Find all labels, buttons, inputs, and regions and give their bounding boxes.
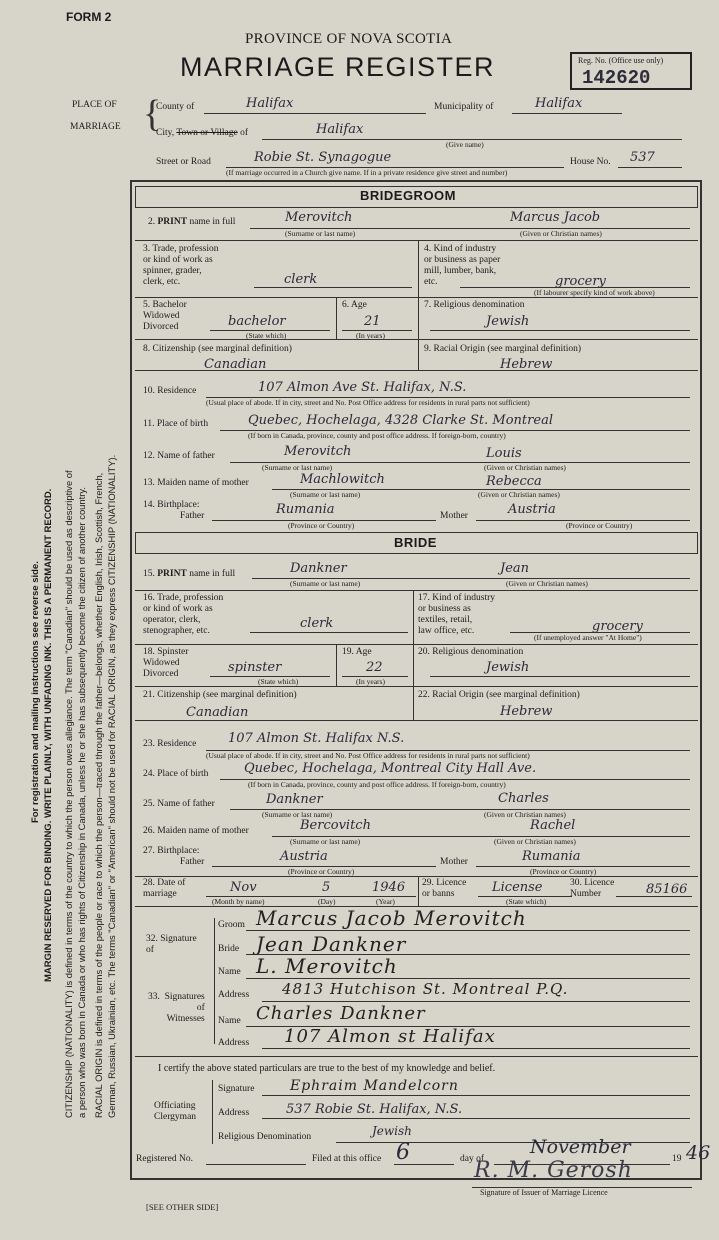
bride-racial-value: Hebrew <box>500 704 553 719</box>
w2-name-label: Name <box>218 1016 241 1026</box>
witness1-address: 4813 Hutchison St. Montreal P.Q. <box>282 980 569 998</box>
place-label-1: PLACE OF <box>72 100 117 110</box>
issuer-signature: R. M. Gerosh <box>474 1158 633 1183</box>
bride-mother-surname: Bercovitch <box>300 818 371 833</box>
bride-trade-value: clerk <box>300 616 334 631</box>
groom-religion-label: 7. Religious denomination <box>424 300 525 310</box>
filed-label: Filed at this office <box>312 1154 382 1164</box>
w1-address-label: Address <box>218 990 250 1000</box>
street-value: Robie St. Synagogue <box>254 150 392 165</box>
groom-section-title: BRIDEGROOM <box>360 188 456 203</box>
bride-citizenship-value: Canadian <box>186 705 249 720</box>
filed-month: November <box>530 1136 631 1158</box>
signature-of-label: 32. Signature of <box>146 934 197 955</box>
marriage-month-caption: (Month by name) <box>212 897 265 906</box>
margin-instructions: For registration and mailing instructions see reverse side. <box>30 561 41 823</box>
county-value: Halifax <box>246 96 294 111</box>
groom-status-label: 5. Bachelor Widowed Divorced <box>143 300 187 332</box>
bride-bp-father-value: Austria <box>280 849 328 864</box>
licence-caption: (State which) <box>506 897 547 906</box>
marriage-year: 1946 <box>372 880 406 895</box>
groom-birthplace-value: Quebec, Hochelaga, 4328 Clarke St. Montreal <box>248 413 553 428</box>
groom-age-label: 6. Age <box>342 300 367 310</box>
bride-industry-label: 17. Kind of industry or business as textiles, retail, law office, etc. <box>418 593 496 636</box>
groom-mother-given: Rebecca <box>486 474 542 489</box>
officiating-label: Officiating Clergyman <box>154 1101 197 1122</box>
marriage-day-caption: (Day) <box>318 897 336 906</box>
groom-mother-given-caption: (Given or Christian names) <box>478 490 560 499</box>
form-number: FORM 2 <box>66 10 112 24</box>
bride-father-label: 25. Name of father <box>143 799 215 809</box>
bride-father-given-caption: (Given or Christian names) <box>484 810 566 819</box>
day-of-label: day of <box>460 1154 485 1164</box>
groom-name-label: 2. PRINT name in full <box>148 217 236 227</box>
marriage-day: 5 <box>322 880 331 895</box>
groom-religion-value: Jewish <box>486 314 530 329</box>
house-no-value: 537 <box>630 150 655 165</box>
bride-industry-value: grocery <box>592 619 643 634</box>
clergy-address-label: Address <box>218 1108 250 1118</box>
groom-citizenship-label: 8. Citizenship (see marginal definition) <box>143 344 292 354</box>
groom-industry-label: 4. Kind of industry or business as paper mill, lumber, bank, etc. <box>424 244 501 287</box>
bride-surname: Dankner <box>290 561 347 576</box>
bride-racial-label: 22. Racial Origin (see marginal definition) <box>418 690 580 700</box>
bride-section-title: BRIDE <box>394 535 437 550</box>
witness2-address: 107 Almon st Halifax <box>284 1026 496 1047</box>
bride-mother-given: Rachel <box>530 818 576 833</box>
groom-given-caption: (Given or Christian names) <box>520 229 602 238</box>
groom-residence-caption: (Usual place of abode. If in city, street and No. Post Office address for residents in rural parts not sufficient) <box>206 398 530 407</box>
bride-birthplace-caption: (If born in Canada, province, county and post office address. If foreign-born, country) <box>248 780 506 789</box>
groom-given: Marcus Jacob <box>510 210 601 225</box>
bride-signature: Jean Dankner <box>256 932 407 956</box>
groom-residence-value: 107 Almon Ave St. Halifax, N.S. <box>258 380 467 395</box>
bride-mother-given-caption: (Given or Christian names) <box>494 837 576 846</box>
issuer-caption: Signature of Issuer of Marriage Licence <box>480 1188 608 1197</box>
marriage-date-label: 28. Date of marriage <box>143 878 186 899</box>
filed-day: 6 <box>396 1140 410 1165</box>
groom-surname: Merovitch <box>285 210 353 225</box>
groom-father-given-caption: (Given or Christian names) <box>484 463 566 472</box>
bride-father-surname-caption: (Surname or last name) <box>262 810 333 819</box>
groom-racial-label: 9. Racial Origin (see marginal definition) <box>424 344 582 354</box>
groom-father-surname-caption: (Surname or last name) <box>262 463 333 472</box>
groom-racial-value: Hebrew <box>500 357 553 372</box>
w2-address-label: Address <box>218 1038 250 1048</box>
bride-religion-label: 20. Religious denomination <box>418 647 524 657</box>
groom-trade-value: clerk <box>284 272 318 287</box>
margin-binding: MARGIN RESERVED FOR BINDING. WRITE PLAINLY, WITH UNFADING INK. THIS IS A PERMANENT RECORD. <box>43 488 54 982</box>
bride-residence-label: 23. Residence <box>143 739 197 749</box>
groom-father-label: 12. Name of father <box>143 451 215 461</box>
bride-bp-father-caption: (Province or Country) <box>288 867 355 876</box>
bride-mother-label: 26. Maiden name of mother <box>143 826 249 836</box>
reg-no-value: 142620 <box>582 67 651 89</box>
house-no-label: House No. <box>570 157 611 167</box>
bride-surname-caption: (Surname or last name) <box>290 579 361 588</box>
bride-father-surname: Dankner <box>266 792 323 807</box>
groom-signature: Marcus Jacob Merovitch <box>256 906 527 930</box>
groom-age-caption: (In years) <box>356 331 385 340</box>
bride-father-given: Charles <box>498 791 549 806</box>
registered-no-label: Registered No. <box>136 1154 193 1164</box>
groom-surname-caption: (Surname or last name) <box>285 229 356 238</box>
year-prefix: 19 <box>672 1154 682 1164</box>
margin-citizenship-a: CITIZENSHIP (NATIONALITY) is defined in terms of the country to which the person owes allegiance. The term "Canadian" should be used as descriptive of <box>63 470 74 1118</box>
licence-label: 29. Licence or banns <box>422 878 467 899</box>
city-label: City, Town or Village of <box>156 128 249 138</box>
bride-age-caption: (In years) <box>356 677 385 686</box>
bride-citizenship-label: 21. Citizenship (see marginal definition) <box>143 690 297 700</box>
municipality-value: Halifax <box>535 96 583 111</box>
groom-father-given: Louis <box>486 446 522 461</box>
margin-racial-b: German, Russian, Ukrainian, etc. The terms "Canadian" or "American" should not be used for RACIAL ORIGIN, as they express CITIZENSHIP (NATIONALITY). <box>106 454 117 1118</box>
bride-bp-mother-label: Mother <box>440 857 468 867</box>
reg-no-box <box>570 52 692 90</box>
groom-birthplace-label: 11. Place of birth <box>143 419 209 429</box>
groom-citizenship-value: Canadian <box>204 357 267 372</box>
county-label: County of <box>156 102 195 112</box>
groom-bp-mother-caption: (Province or Country) <box>566 521 633 530</box>
place-label-2: MARRIAGE <box>70 122 121 132</box>
clergy-religion-value: Jewish <box>372 1124 412 1138</box>
city-value: Halifax <box>316 122 364 137</box>
groom-trade-label: 3. Trade, profession or kind of work as spinner, grader, clerk, etc. <box>143 244 219 287</box>
groom-bp-mother-label: Mother <box>440 511 468 521</box>
province-heading: PROVINCE OF NOVA SCOTIA <box>245 31 453 47</box>
bride-age-value: 22 <box>366 660 383 675</box>
witness2-signature: Charles Dankner <box>256 1003 426 1024</box>
clergy-address-value: 537 Robie St. Halifax, N.S. <box>286 1102 463 1117</box>
bride-sig-label: Bride <box>218 944 240 954</box>
clergy-religion-label: Religious Denomination <box>218 1132 312 1142</box>
groom-sig-label: Groom <box>218 920 245 930</box>
municipality-label: Municipality of <box>434 102 494 112</box>
groom-mother-surname-caption: (Surname or last name) <box>290 490 361 499</box>
bride-trade-label: 16. Trade, profession or kind of work as operator, clerk, stenographer, etc. <box>143 593 224 636</box>
groom-mother-label: 13. Maiden name of mother <box>143 478 249 488</box>
give-name-caption: (Give name) <box>446 140 484 149</box>
groom-father-surname: Merovitch <box>284 444 352 459</box>
bride-status-label: 18. Spinster Widowed Divorced <box>143 647 189 679</box>
groom-residence-label: 10. Residence <box>143 386 197 396</box>
w1-name-label: Name <box>218 967 241 977</box>
bride-bp-mother-caption: (Province or Country) <box>530 867 597 876</box>
bride-bp-father-label: Father <box>180 857 205 867</box>
street-caption: (If marriage occurred in a Church give name. If in a private residence give street and number) <box>226 168 508 177</box>
clergy-signature-label: Signature <box>218 1084 255 1094</box>
see-other-side: [SEE OTHER SIDE] <box>146 1202 219 1212</box>
licence-value: License <box>492 880 543 895</box>
street-label: Street or Road <box>156 157 211 167</box>
certify-text: I certify the above stated particulars are true to the best of my knowledge and belief. <box>158 1063 496 1074</box>
reg-no-label: Reg. No. (Office use only) <box>578 56 664 65</box>
witness1-signature: L. Merovitch <box>256 954 398 978</box>
groom-birthplace-parents-label: 14. Birthplace: <box>143 500 200 510</box>
groom-bp-mother-value: Austria <box>508 502 556 517</box>
bride-name-label: 15. PRINT name in full <box>143 569 236 579</box>
groom-bp-father-value: Rumania <box>276 502 335 517</box>
groom-birthplace-caption: (If born in Canada, province, county and post office address. If foreign-born, country) <box>248 431 506 440</box>
margin-racial-a: RACIAL ORIGIN is defined in terms of the people or race to which the person—traced through the father—belongs, whether English, Irish, Scottish, French, <box>93 472 104 1118</box>
bride-birthplace-parents-label: 27. Birthplace: <box>143 846 200 856</box>
page-title: MARRIAGE REGISTER <box>180 52 496 82</box>
bride-mother-surname-caption: (Surname or last name) <box>290 837 361 846</box>
bride-residence-value: 107 Almon St. Halifax N.S. <box>228 731 405 746</box>
licence-number-label: 30. Licence Number <box>570 878 615 899</box>
bride-birthplace-label: 24. Place of birth <box>143 769 209 779</box>
bride-residence-caption: (Usual place of abode. If in city, street and No. Post Office address for residents in rural parts not sufficient) <box>206 751 530 760</box>
margin-citizenship-b: a person who was born in Canada or who has rights of Citizenship in Canada, unless he or she has subsequently become the citizen of another country. <box>76 487 87 1118</box>
marriage-month: Nov <box>230 880 257 895</box>
place-brace: { <box>143 93 162 135</box>
groom-bp-father-caption: (Province or Country) <box>288 521 355 530</box>
witnesses-label: 33. Signatures of Witnesses <box>148 992 205 1024</box>
bride-status-caption: (State which) <box>258 677 299 686</box>
bride-status-value: spinster <box>228 660 282 675</box>
groom-age-value: 21 <box>364 314 381 329</box>
groom-status-caption: (State which) <box>246 331 287 340</box>
bride-bp-mother-value: Rumania <box>522 849 581 864</box>
filed-year: 46 <box>686 1142 711 1164</box>
groom-industry-note: (If labourer specify kind of work above) <box>534 288 655 297</box>
groom-status-value: bachelor <box>228 314 286 329</box>
marriage-year-caption: (Year) <box>376 897 395 906</box>
bride-birthplace-value: Quebec, Hochelaga, Montreal City Hall Ave. <box>244 761 537 776</box>
groom-industry-value: grocery <box>555 274 606 289</box>
bride-given-caption: (Given or Christian names) <box>506 579 588 588</box>
licence-number-value: 85166 <box>646 882 688 897</box>
groom-bp-father-label: Father <box>180 511 205 521</box>
bride-industry-note: (If unemployed answer "At Home") <box>534 633 642 642</box>
bride-given: Jean <box>500 561 530 576</box>
bride-religion-value: Jewish <box>486 660 530 675</box>
clergy-signature: Ephraim Mandelcorn <box>290 1078 459 1094</box>
bride-age-label: 19. Age <box>342 647 372 657</box>
groom-mother-surname: Machlowitch <box>300 472 385 487</box>
